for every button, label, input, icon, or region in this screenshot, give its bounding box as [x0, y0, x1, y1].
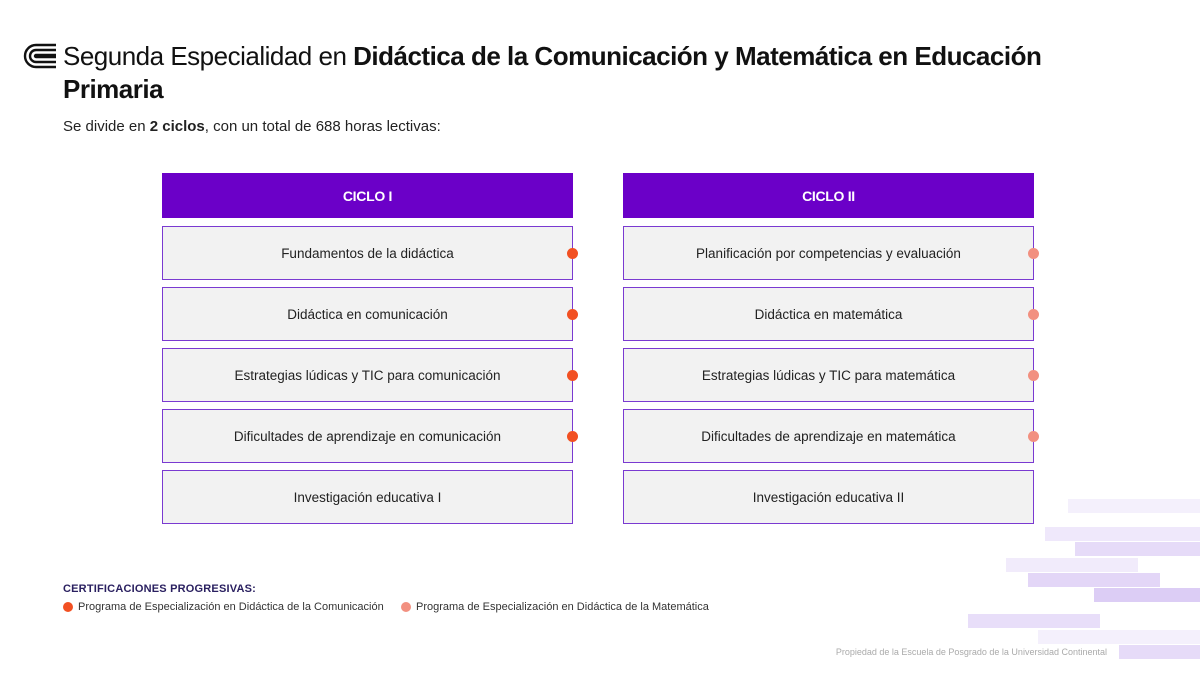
legend-item-matematica	[401, 601, 709, 613]
decorative-stripe	[1094, 588, 1200, 602]
cycle-header: CICLO I	[162, 173, 573, 218]
cycle-column-1	[162, 173, 573, 531]
page-title	[63, 40, 1123, 106]
course-name: Dificultades de aprendizaje en comunicación	[233, 428, 502, 444]
cycle-column-2	[623, 173, 1034, 531]
course-name: Investigación educativa II	[752, 489, 905, 505]
legend-label: Programa de Especialización en Didáctica de la Matemática	[416, 601, 709, 613]
course-name: Estrategias lúdicas y TIC para comunicación	[234, 367, 501, 383]
cycle-header: CICLO II	[623, 173, 1034, 218]
decorative-stripe	[1119, 645, 1200, 659]
course-name: Dificultades de aprendizaje en matemática	[701, 428, 956, 444]
title-normal: Segunda Especialidad en	[63, 41, 354, 71]
intro-highlight: 2 ciclos	[149, 118, 205, 135]
course-name: Fundamentos de la didáctica	[281, 245, 454, 261]
decorative-stripe	[1045, 527, 1200, 541]
legend-item-comunicacion	[63, 601, 384, 613]
course-card	[623, 470, 1034, 524]
course-card	[162, 470, 573, 524]
decorative-stripe	[1075, 542, 1200, 556]
cert-comunicacion-dot	[567, 431, 578, 442]
brand-logo-icon	[22, 42, 58, 70]
intro-text	[63, 118, 441, 135]
decorative-stripe	[968, 614, 1100, 628]
legend-dot-matematica	[401, 602, 411, 612]
course-card	[623, 348, 1034, 402]
cert-comunicacion-dot	[567, 248, 578, 259]
course-name: Planificación por competencias y evaluación	[696, 245, 961, 261]
cert-matematica-dot	[1028, 248, 1039, 259]
legend-label: Programa de Especialización en Didáctica de la Comunicación	[78, 601, 384, 613]
intro-suffix: , con un total de 688 horas lectivas:	[204, 118, 441, 135]
cert-comunicacion-dot	[567, 309, 578, 320]
cert-matematica-dot	[1028, 431, 1039, 442]
course-card	[162, 287, 573, 341]
certifications-title: CERTIFICACIONES PROGRESIVAS:	[63, 583, 257, 595]
footer-text: Propiedad de la Escuela de Posgrado de la Universidad Continental	[835, 647, 1107, 657]
course-name: Didáctica en comunicación	[287, 306, 448, 322]
course-name: Investigación educativa I	[293, 489, 442, 505]
legend-dot-comunicacion	[63, 602, 73, 612]
intro-prefix: Se divide en	[63, 118, 150, 135]
title-bold: Didáctica de la Comunicación y Matemática en Educación Primaria	[63, 41, 1042, 104]
cert-matematica-dot	[1028, 309, 1039, 320]
course-card	[162, 409, 573, 463]
course-card	[623, 409, 1034, 463]
course-card	[623, 287, 1034, 341]
decorative-stripe	[1068, 499, 1200, 513]
course-card	[162, 348, 573, 402]
course-name: Didáctica en matemática	[754, 306, 903, 322]
course-card	[623, 226, 1034, 280]
decorative-stripe	[1006, 558, 1138, 572]
cert-comunicacion-dot	[567, 370, 578, 381]
decorative-stripe	[1038, 630, 1200, 644]
decorative-stripe	[1028, 573, 1160, 587]
course-name: Estrategias lúdicas y TIC para matemática	[701, 367, 956, 383]
cert-matematica-dot	[1028, 370, 1039, 381]
course-card	[162, 226, 573, 280]
